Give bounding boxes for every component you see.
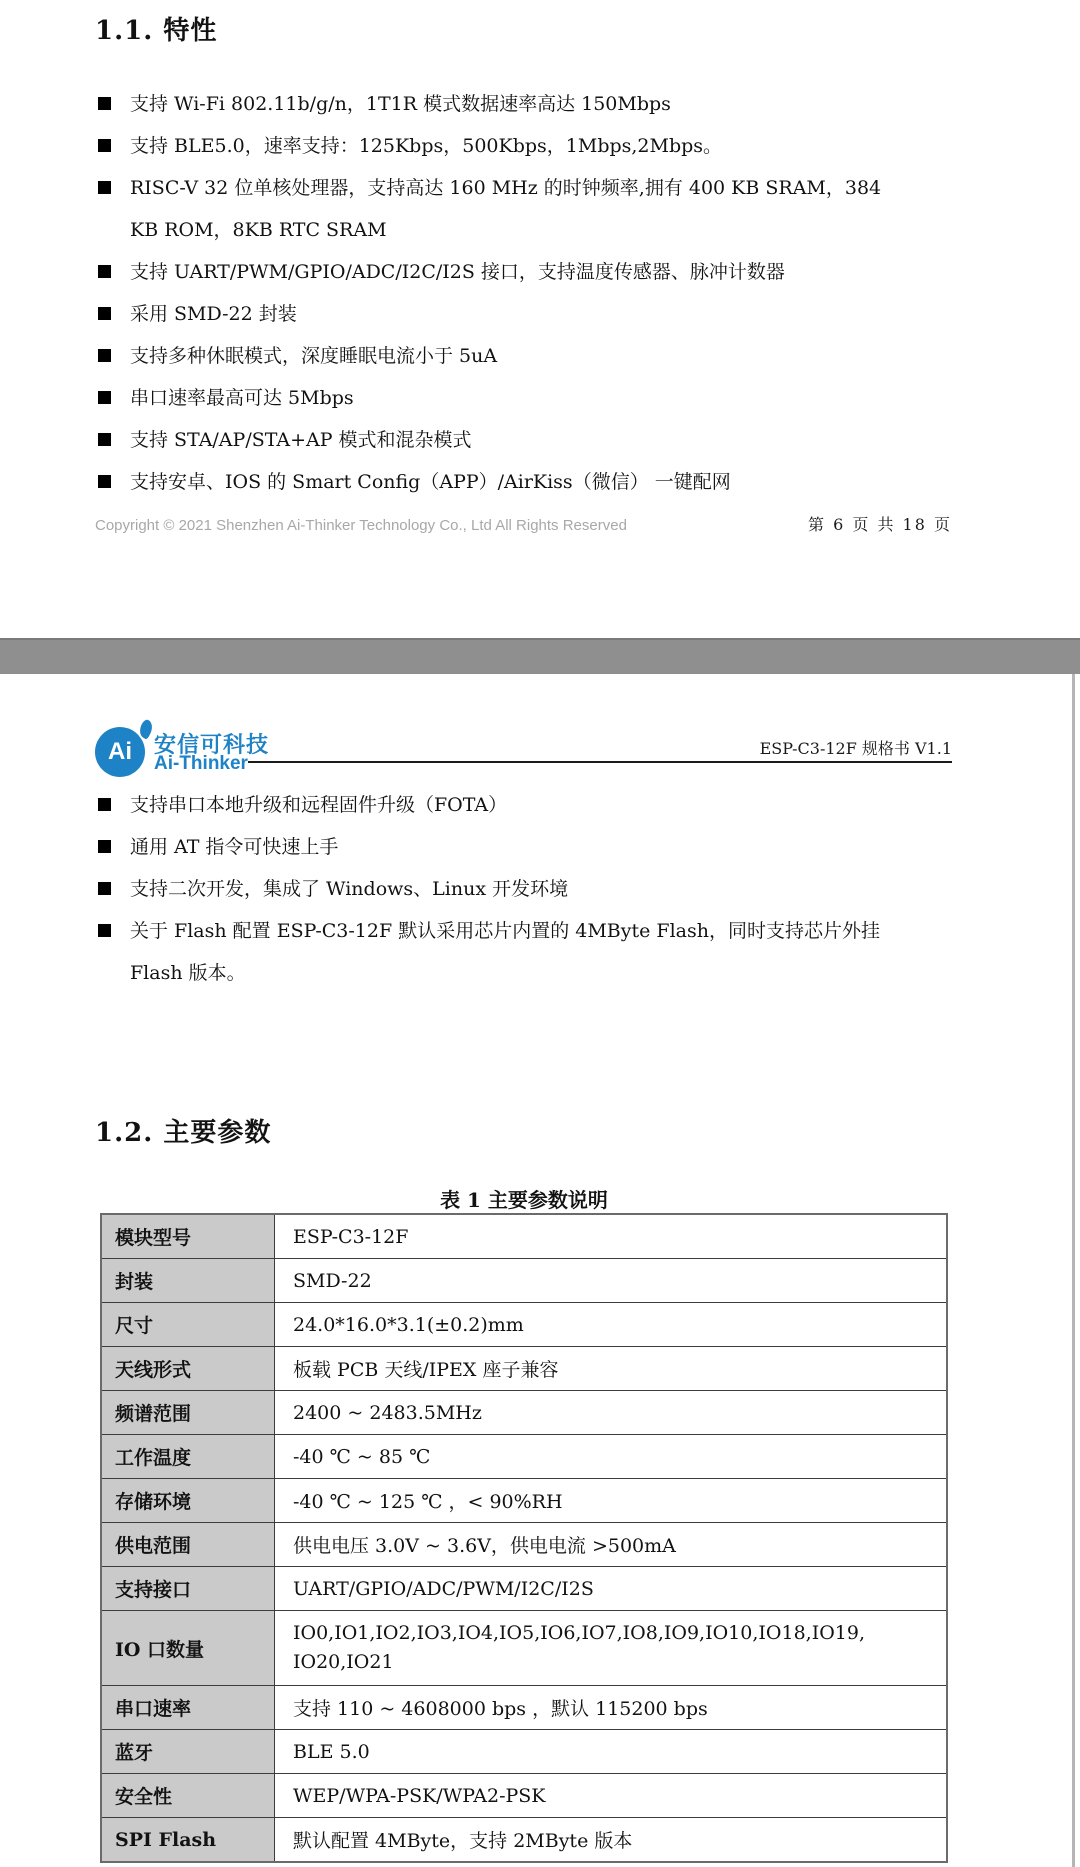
param-value — [275, 1611, 948, 1686]
param-value: WEP/WPA-PSK/WPA2-PSK — [275, 1774, 948, 1818]
param-value: 24.0*16.0*3.1(±0.2)mm — [275, 1303, 948, 1347]
bullet-square-icon — [98, 391, 111, 404]
param-value: 支持 110 ~ 4608000 bps ，默认 115200 bps — [275, 1686, 948, 1730]
table-row — [101, 1567, 947, 1611]
param-value: 2400 ~ 2483.5MHz — [275, 1391, 948, 1435]
param-label: 尺寸 — [101, 1303, 275, 1347]
table-row — [101, 1730, 947, 1774]
feature-item — [95, 784, 957, 826]
feature-item — [95, 293, 957, 335]
bullet-square-icon — [98, 798, 111, 811]
feature-item-continuation — [95, 952, 957, 994]
feature-text: 串口速率最高可达 5Mbps — [130, 387, 354, 409]
param-label: SPI Flash — [101, 1818, 275, 1863]
table-row — [101, 1435, 947, 1479]
param-label: 支持接口 — [101, 1567, 275, 1611]
feature-item — [95, 335, 957, 377]
bullet-square-icon — [98, 924, 111, 937]
param-value: 供电电压 3.0V ~ 3.6V，供电电流 >500mA — [275, 1523, 948, 1567]
table-row — [101, 1523, 947, 1567]
param-label: 天线形式 — [101, 1347, 275, 1391]
param-value: BLE 5.0 — [275, 1730, 948, 1774]
param-value: 默认配置 4MByte，支持 2MByte 版本 — [275, 1818, 948, 1863]
table-row — [101, 1479, 947, 1523]
feature-list-page6 — [95, 83, 957, 503]
feature-item — [95, 868, 957, 910]
feature-item — [95, 910, 957, 952]
table-row — [101, 1259, 947, 1303]
param-value-line1: IO0,IO1,IO2,IO3,IO4,IO5,IO6,IO7,IO8,IO9,IO10,IO18,IO19, — [293, 1621, 865, 1644]
param-label: 蓝牙 — [101, 1730, 275, 1774]
feature-text: 通用 AT 指令可快速上手 — [130, 836, 339, 858]
feature-item — [95, 461, 957, 503]
feature-item — [95, 167, 957, 209]
param-label: IO 口数量 — [101, 1611, 275, 1686]
feature-text: Flash 版本。 — [130, 962, 246, 984]
param-value: -40 ℃ ~ 125 ℃ ，< 90%RH — [275, 1479, 948, 1523]
bullet-square-icon — [98, 97, 111, 110]
param-label: 存储环境 — [101, 1479, 275, 1523]
feature-item-continuation — [95, 209, 957, 251]
param-label: 封装 — [101, 1259, 275, 1303]
table-row — [101, 1303, 947, 1347]
bullet-square-icon — [98, 475, 111, 488]
param-label: 频谱范围 — [101, 1391, 275, 1435]
feature-text: RISC-V 32 位单核处理器，支持高达 160 MHz 的时钟频率,拥有 400 KB SRAM，384 — [130, 177, 882, 199]
param-value: UART/GPIO/ADC/PWM/I2C/I2S — [275, 1567, 948, 1611]
param-value: 板载 PCB 天线/IPEX 座子兼容 — [275, 1347, 948, 1391]
page-edge-line — [1072, 674, 1075, 1867]
param-value: -40 ℃ ~ 85 ℃ — [275, 1435, 948, 1479]
feature-item — [95, 125, 957, 167]
header-rule — [248, 761, 952, 763]
logo-company-name-cn: 安信可科技 — [154, 732, 270, 758]
feature-list-page7 — [95, 784, 957, 994]
page-number: 第 6 页 共 18 页 — [808, 515, 952, 534]
feature-text: 采用 SMD-22 封装 — [130, 303, 297, 325]
param-value: SMD-22 — [275, 1259, 948, 1303]
param-label: 工作温度 — [101, 1435, 275, 1479]
feature-text: 支持多种休眠模式，深度睡眠电流小于 5uA — [130, 345, 498, 367]
section-title-features: 1.1. 特性 — [95, 16, 218, 46]
table-row — [101, 1818, 947, 1863]
doc-title-header: ESP-C3-12F 规格书 V1.1 — [759, 739, 952, 758]
param-value-line2: IO20,IO21 — [293, 1651, 394, 1673]
table-caption: 表 1 主要参数说明 — [440, 1188, 608, 1212]
param-value: ESP-C3-12F — [275, 1214, 948, 1259]
feature-item — [95, 251, 957, 293]
bullet-square-icon — [98, 882, 111, 895]
feature-text: KB ROM，8KB RTC SRAM — [130, 219, 387, 241]
table-row — [101, 1347, 947, 1391]
copyright-text: Copyright © 2021 Shenzhen Ai-Thinker Technology Co., Ltd All Rights Reserved — [95, 517, 627, 534]
logo-company-name-en: Ai-Thinker — [154, 753, 248, 774]
bullet-square-icon — [98, 139, 111, 152]
feature-text: 支持 Wi-Fi 802.11b/g/n，1T1R 模式数据速率高达 150Mbps — [130, 93, 671, 115]
param-label: 安全性 — [101, 1774, 275, 1818]
bullet-square-icon — [98, 265, 111, 278]
feature-text: 支持 STA/AP/STA+AP 模式和混杂模式 — [130, 429, 472, 451]
table-row — [101, 1391, 947, 1435]
feature-item — [95, 419, 957, 461]
param-label: 供电范围 — [101, 1523, 275, 1567]
feature-text: 支持二次开发，集成了 Windows、Linux 开发环境 — [130, 878, 569, 900]
table-row — [101, 1686, 947, 1730]
feature-text: 支持 UART/PWM/GPIO/ADC/I2C/I2S 接口，支持温度传感器、脉冲计数器 — [130, 261, 785, 283]
table-row — [101, 1774, 947, 1818]
feature-item — [95, 377, 957, 419]
feature-text: 支持安卓、IOS 的 Smart Config（APP）/AirKiss（微信） 一键配网 — [130, 471, 731, 493]
page-separator — [0, 638, 1080, 674]
param-label: 模块型号 — [101, 1214, 275, 1259]
table-row — [101, 1611, 947, 1686]
section-title-parameters: 1.2. 主要参数 — [95, 1118, 272, 1148]
table-row — [101, 1214, 947, 1259]
logo-monogram: Ai — [108, 738, 132, 765]
feature-item — [95, 826, 957, 868]
bullet-square-icon — [98, 307, 111, 320]
param-label: 串口速率 — [101, 1686, 275, 1730]
bullet-square-icon — [98, 433, 111, 446]
feature-text: 支持 BLE5.0，速率支持：125Kbps，500Kbps，1Mbps,2Mbps。 — [130, 135, 723, 157]
feature-text: 支持串口本地升级和远程固件升级（FOTA） — [130, 794, 508, 816]
parameters-table — [100, 1213, 948, 1863]
feature-item — [95, 83, 957, 125]
feature-text: 关于 Flash 配置 ESP-C3-12F 默认采用芯片内置的 4MByte Flash，同时支持芯片外挂 — [130, 920, 880, 942]
bullet-square-icon — [98, 181, 111, 194]
bullet-square-icon — [98, 840, 111, 853]
bullet-square-icon — [98, 349, 111, 362]
page-footer — [95, 512, 952, 535]
